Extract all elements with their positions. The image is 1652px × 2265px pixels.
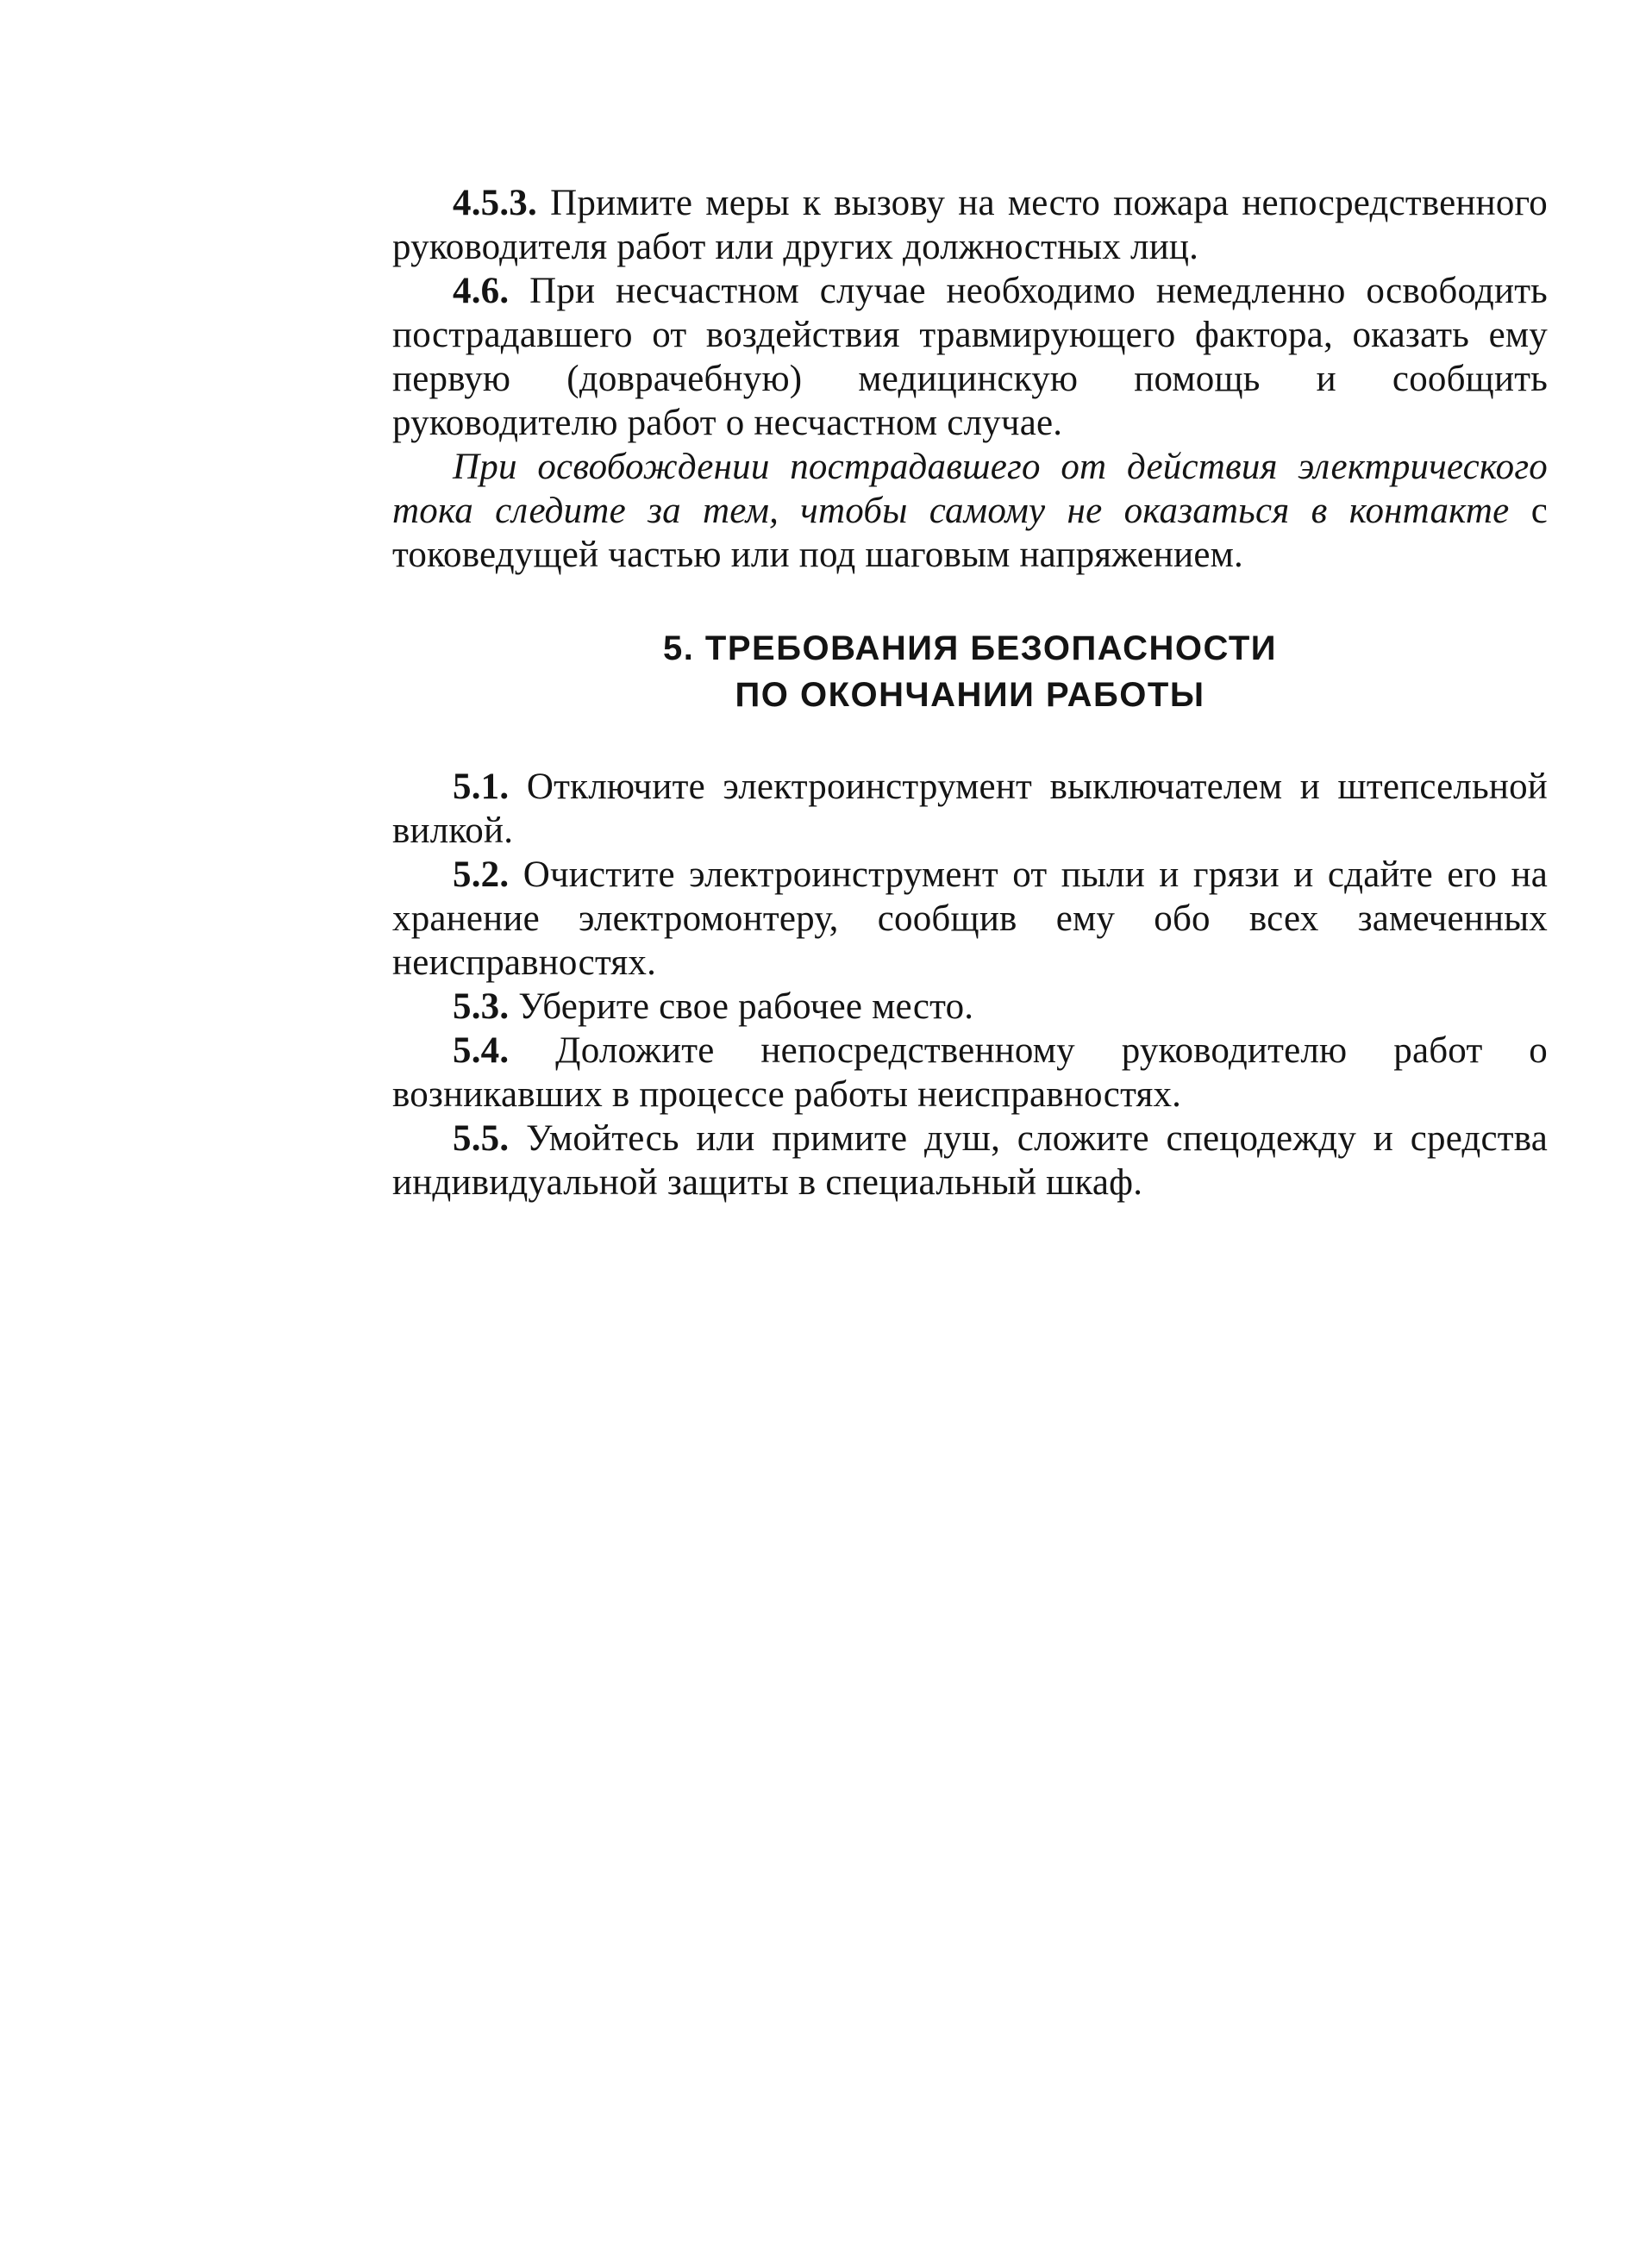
clause-text: Очистите электроинструмент от пыли и грязи и сдайте его на хранение электромонтеру, сообщив ему обо всех замеченных неисправностях. [392,854,1549,983]
clause-text: Уберите свое рабочее место. [518,986,974,1027]
paragraph-4-6-note [392,445,1548,577]
section-5-heading-line-1: 5. ТРЕБОВАНИЯ БЕЗОПАСНОСТИ [662,629,1278,667]
paragraph-5-5 [392,1117,1548,1204]
clause-number: 5.2. [453,854,510,895]
paragraph-4-5-3 [392,181,1548,269]
clause-number: 5.5. [453,1118,510,1159]
paragraph-4-6 [392,269,1548,445]
clause-text: Доложите непосредственному руководителю работ о возникавших в процессе работы неисправностях. [392,1030,1548,1115]
clause-number: 5.1. [453,766,510,807]
paragraph-5-2 [392,853,1548,985]
clause-text: Отключите электроинструмент выключателем и штепсельной вилкой. [392,766,1549,851]
clause-text: Умойтесь или примите душ, сложите спецодежду и средства индивидуальной защиты в специальный шкаф. [392,1118,1548,1203]
note-text: с токоведущей частью или под шаговым напряжением. [392,491,1548,575]
paragraph-5-1 [392,765,1548,853]
note-emphasis: При освобождении пострадавшего от действия электрического тока следите за тем, чтобы самому не оказаться в контакте [392,447,1548,531]
section-5-heading-line-2: ПО ОКОНЧАНИИ РАБОТЫ [735,676,1205,714]
clause-text: Примите меры к вызову на место пожара непосредственного руководителя работ или других должностных лиц. [392,183,1548,267]
clause-number: 4.6. [453,271,510,311]
document-page [392,181,1548,1204]
paragraph-5-4 [392,1029,1548,1117]
paragraph-5-3 [392,985,1548,1029]
clause-number: 5.4. [453,1030,510,1071]
clause-text: При несчастном случае необходимо немедленно освободить пострадавшего от воздействия травмирующего фактора, оказать ему первую (доврачебную) медицинскую помощь и сообщить руководителю работ о несчастном случае. [392,271,1548,443]
clause-number: 4.5.3. [453,183,537,223]
clause-number: 5.3. [453,986,510,1027]
